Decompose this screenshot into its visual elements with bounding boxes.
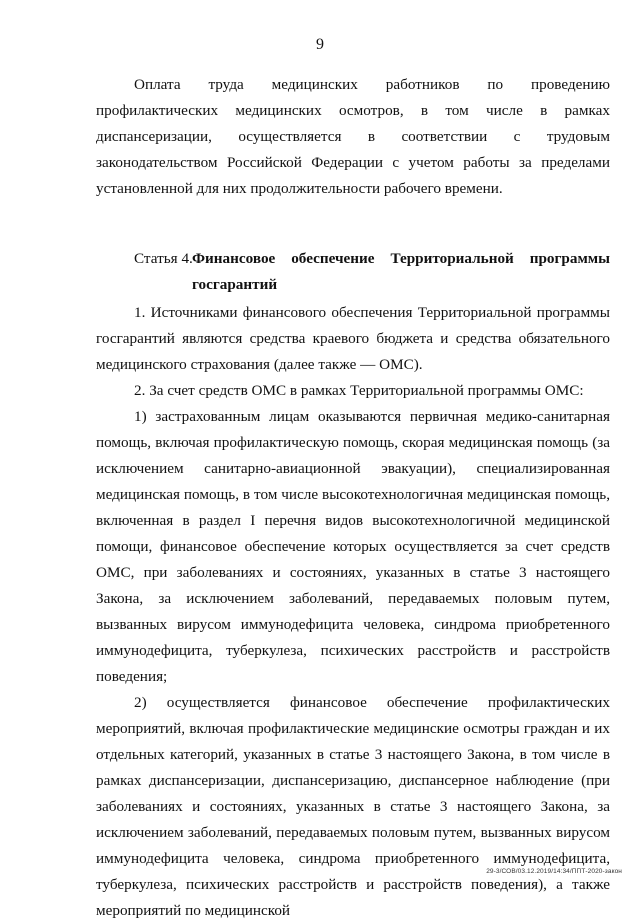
paragraph-item-2: 2. За счет средств ОМС в рамках Территориальной программы ОМС: bbox=[134, 382, 584, 399]
paragraph-salary: Оплата труда медицинских работников по проведению профилактических медицинских осмотров, в том числе в рамках диспансеризации, осуществляется в соответствии с трудовым законодательством Российской Федерации с учетом работы за пределами установленной для них продолжительности рабочего времени. bbox=[96, 76, 610, 197]
paragraph-subitem-2: 2) осуществляется финансовое обеспечение профилактических мероприятий, включая профилактические медицинские осмотры граждан и их отдельных категорий, указанных в статье 3 настоящего Закона, в том числе в рамках диспансеризации, диспансеризацию, диспансерное наблюдение (при заболеваниях и состояниях, указанных в статье 3 настоящего Закона, за исключением заболеваний, передаваемых половым путем, вызванных вирусом иммунодефицита человека, синдрома приобретенного иммунодефицита, туберкулеза, психических расстройств и расстройств поведения), а также мероприятий по медицинской bbox=[96, 694, 610, 919]
article-heading bbox=[96, 246, 610, 298]
document-body bbox=[96, 72, 610, 924]
article-label: Статья 4. bbox=[134, 250, 193, 267]
page-number: 9 bbox=[316, 36, 324, 53]
article-title: Финансовое обеспечение Территориальной программы госгарантий bbox=[192, 250, 610, 293]
paragraph-item-1: 1. Источниками финансового обеспечения Территориальной программы госгарантий являются средства краевого бюджета и средства обязательного медицинского страхования (далее также — ОМС). bbox=[96, 304, 610, 373]
paragraph-subitem-1: 1) застрахованным лицам оказываются первичная медико-санитарная помощь, включая профилактическую помощь, скорая медицинская помощь (за исключением санитарно-авиационной эвакуации), специализированная медицинская помощь, в том числе высокотехнологичная медицинская помощь, включенная в раздел I перечня видов высокотехнологичной медицинской помощи, финансовое обеспечение которых осуществляется за счет средств ОМС, при заболеваниях и состояниях, указанных в статье 3 настоящего Закона, за исключением заболеваний, передаваемых половым путем, вызванных вирусом иммунодефицита человека, синдрома приобретенного иммунодефицита, туберкулеза, психических расстройств и расстройств поведения; bbox=[96, 408, 610, 685]
document-footer-code: 29-3/СОВ/03.12.2019/14:34/ППТ-2020-закон bbox=[486, 868, 622, 875]
